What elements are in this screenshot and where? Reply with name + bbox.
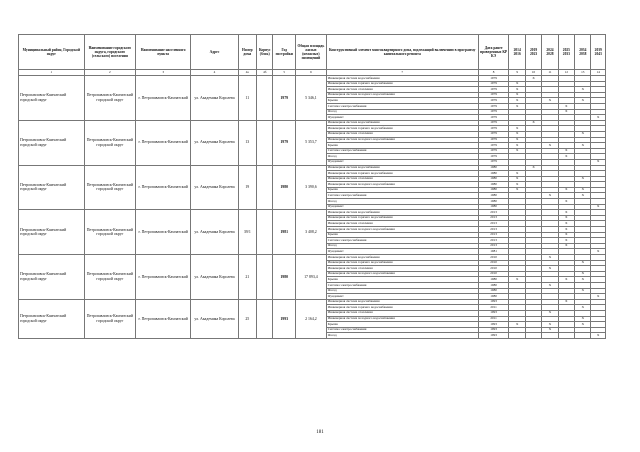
- header-period: 2034 2038: [575, 35, 591, 70]
- element-cell: Инженерная система холодного водоснабжения: [326, 182, 478, 188]
- prior-repair-date-cell: 2010: [478, 266, 509, 272]
- element-cell: Фундамент: [326, 204, 478, 210]
- prior-repair-date-cell: 1980: [478, 294, 509, 300]
- period-mark-cell: X: [575, 87, 591, 93]
- period-mark-cell: X: [575, 271, 591, 277]
- element-cell: Система электроснабжения: [326, 148, 478, 154]
- page-number: 181: [316, 430, 324, 435]
- header-row: [19, 35, 606, 70]
- element-cell: Инженерная система холодного водоснабжения: [326, 137, 478, 143]
- period-mark-cell: X: [542, 193, 558, 199]
- column-number: 11: [542, 70, 558, 76]
- header-locality: Наименование населенного пункта: [135, 35, 190, 70]
- period-mark-cell: X: [558, 148, 574, 154]
- prior-repair-date-cell: 1980: [478, 182, 509, 188]
- district-cell: Петропавловск-Камчатский городской округ: [19, 120, 85, 165]
- period-mark-cell: [575, 333, 591, 339]
- prior-repair-date-cell: 1979: [478, 126, 509, 132]
- period-mark-cell: X: [509, 322, 525, 328]
- street-cell: ул. Академика Королева: [191, 255, 238, 300]
- locality-cell: г. Петропавловск-Камчатский: [135, 165, 190, 210]
- header-period: 2019 2023: [525, 35, 541, 70]
- column-number: 7: [326, 70, 478, 76]
- locality-cell: г. Петропавловск-Камчатский: [135, 255, 190, 300]
- block-cell: [257, 255, 273, 300]
- district-cell: Петропавловск-Камчатский городской округ: [19, 210, 85, 255]
- period-mark-cell: X: [509, 103, 525, 109]
- element-cell: Инженерная система водоснабжения: [326, 165, 478, 171]
- period-mark-cell: X: [558, 277, 574, 283]
- prior-repair-date-cell: 1980: [478, 176, 509, 182]
- period-mark-cell: X: [509, 277, 525, 283]
- element-cell: Инженерная система водоснабжения: [326, 76, 478, 82]
- period-mark-cell: X: [509, 148, 525, 154]
- area-cell: 3 408,2: [296, 210, 327, 255]
- settlement-cell: Петропавловск-Камчатский городской округ: [84, 210, 135, 255]
- element-cell: Инженерная система горячего водоснабжения: [326, 81, 478, 87]
- period-mark-cell: X: [509, 182, 525, 188]
- prior-repair-date-cell: 2013: [478, 243, 509, 249]
- header-house-number: Номер дома: [238, 35, 256, 70]
- period-mark-cell: [558, 333, 574, 339]
- header-period: 2025 2033: [558, 35, 574, 70]
- year-cell: 1980: [273, 255, 296, 300]
- column-number: 9: [509, 70, 525, 76]
- period-mark-cell: X: [558, 238, 574, 244]
- prior-repair-date-cell: 2013: [478, 227, 509, 233]
- period-mark-cell: X: [558, 221, 574, 227]
- area-cell: 2 164,2: [296, 299, 327, 338]
- element-cell: Фасад: [326, 154, 478, 160]
- period-mark-cell: X: [591, 115, 606, 121]
- house-number-cell: 13: [238, 120, 256, 165]
- period-mark-cell: X: [558, 243, 574, 249]
- year-cell: 1979: [273, 76, 296, 121]
- prior-repair-date-cell: 1979: [478, 154, 509, 160]
- period-mark-cell: X: [591, 159, 606, 165]
- prior-repair-date-cell: 1980: [478, 171, 509, 177]
- prior-repair-date-cell: 2013: [478, 210, 509, 216]
- element-cell: Система электроснабжения: [326, 327, 478, 333]
- period-mark-cell: [525, 333, 541, 339]
- prior-repair-date-cell: 2011: [478, 305, 509, 311]
- header-period: 2024 2028: [542, 35, 558, 70]
- prior-repair-date-cell: 1993: [478, 299, 509, 305]
- period-mark-cell: X: [542, 266, 558, 272]
- period-mark-cell: X: [525, 165, 541, 171]
- prior-repair-date-cell: 2013: [478, 232, 509, 238]
- prior-repair-date-cell: 1979: [478, 137, 509, 143]
- area-cell: 5 353,7: [296, 120, 327, 165]
- period-mark-cell: X: [558, 103, 574, 109]
- column-number: 1: [19, 70, 85, 76]
- block-cell: [257, 120, 273, 165]
- period-mark-cell: X: [558, 232, 574, 238]
- element-cell: Фундамент: [326, 294, 478, 300]
- year-cell: 1981: [273, 210, 296, 255]
- block-cell: [257, 210, 273, 255]
- column-number: 5: [273, 70, 296, 76]
- settlement-cell: Петропавловск-Камчатский городской округ: [84, 76, 135, 121]
- column-number: 3: [135, 70, 190, 76]
- column-number: 4б: [257, 70, 273, 76]
- column-number: 6: [296, 70, 327, 76]
- prior-repair-date-cell: 1980: [478, 187, 509, 193]
- element-cell: Крыша: [326, 232, 478, 238]
- element-cell: Крыша: [326, 143, 478, 149]
- district-cell: Петропавловск-Камчатский городской округ: [19, 165, 85, 210]
- element-cell: Инженерная система горячего водоснабжения: [326, 126, 478, 132]
- prior-repair-date-cell: 1979: [478, 81, 509, 87]
- prior-repair-date-cell: 1993: [478, 310, 509, 316]
- period-mark-cell: X: [509, 187, 525, 193]
- period-mark-cell: X: [542, 327, 558, 333]
- period-mark-cell: X: [542, 255, 558, 261]
- header-settlement: Наименование городского округа, городского (сельского) поселения: [84, 35, 135, 70]
- period-mark-cell: X: [575, 305, 591, 311]
- period-mark-cell: X: [575, 187, 591, 193]
- column-number: 13: [575, 70, 591, 76]
- street-cell: ул. Академика Королева: [191, 76, 238, 121]
- period-mark-cell: X: [575, 316, 591, 322]
- prior-repair-date-cell: 2010: [478, 260, 509, 266]
- locality-cell: г. Петропавловск-Камчатский: [135, 76, 190, 121]
- prior-repair-date-cell: 1993: [478, 333, 509, 339]
- period-mark-cell: X: [575, 143, 591, 149]
- period-mark-cell: X: [558, 109, 574, 115]
- prior-repair-date-cell: 1980: [478, 204, 509, 210]
- prior-repair-date-cell: 1979: [478, 143, 509, 149]
- column-number: 14: [591, 70, 606, 76]
- header-district: Муниципальный район, Городской округ: [19, 35, 85, 70]
- period-mark-cell: X: [542, 310, 558, 316]
- area-cell: 5 346,1: [296, 76, 327, 121]
- element-cell: Инженерная система холодного водоснабжения: [326, 316, 478, 322]
- period-mark-cell: X: [509, 81, 525, 87]
- street-cell: ул. Академика Королева: [191, 299, 238, 338]
- prior-repair-date-cell: 2013: [478, 221, 509, 227]
- element-cell: Крыша: [326, 322, 478, 328]
- header-block: Корпус (блок): [257, 35, 273, 70]
- element-cell: Инженерная система горячего водоснабжения: [326, 215, 478, 221]
- period-mark-cell: X: [558, 227, 574, 233]
- element-cell: Крыша: [326, 98, 478, 104]
- prior-repair-date-cell: 2013: [478, 215, 509, 221]
- period-mark-cell: X: [509, 137, 525, 143]
- period-mark-cell: X: [591, 249, 606, 255]
- element-cell: Система электроснабжения: [326, 193, 478, 199]
- prior-repair-date-cell: 1979: [478, 115, 509, 121]
- period-mark-cell: X: [575, 288, 591, 294]
- prior-repair-date-cell: 1979: [478, 131, 509, 137]
- element-cell: Инженерная система отопления: [326, 87, 478, 93]
- period-mark-cell: X: [509, 143, 525, 149]
- year-cell: 1993: [273, 299, 296, 338]
- element-cell: Инженерная система холодного водоснабжения: [326, 92, 478, 98]
- element-cell: Инженерная система холодного водоснабжения: [326, 227, 478, 233]
- prior-repair-date-cell: 1980: [478, 165, 509, 171]
- prior-repair-date-cell: 1980: [478, 288, 509, 294]
- column-number: 8: [478, 70, 509, 76]
- prior-repair-date-cell: 1980: [478, 193, 509, 199]
- prior-repair-date-cell: 1980: [478, 277, 509, 283]
- element-cell: Инженерная система горячего водоснабжения: [326, 171, 478, 177]
- prior-repair-date-cell: 2013: [478, 238, 509, 244]
- header-period: 2039 2043: [591, 35, 606, 70]
- area-cell: 3 390,6: [296, 165, 327, 210]
- element-cell: Фасад: [326, 243, 478, 249]
- element-cell: Инженерная система водоснабжения: [326, 299, 478, 305]
- period-mark-cell: X: [558, 199, 574, 205]
- prior-repair-date-cell: 1979: [478, 76, 509, 82]
- prior-repair-date-cell: 1981: [478, 249, 509, 255]
- settlement-cell: Петропавловск-Камчатский городской округ: [84, 299, 135, 338]
- period-mark-cell: X: [575, 193, 591, 199]
- prior-repair-date-cell: 2010: [478, 271, 509, 277]
- column-number: 4а: [238, 70, 256, 76]
- prior-repair-date-cell: 1979: [478, 120, 509, 126]
- prior-repair-date-cell: 2011: [478, 316, 509, 322]
- locality-cell: г. Петропавловск-Камчатский: [135, 210, 190, 255]
- period-mark-cell: X: [542, 282, 558, 288]
- column-number: 2: [84, 70, 135, 76]
- prior-repair-date-cell: 1980: [478, 282, 509, 288]
- block-cell: [257, 76, 273, 121]
- period-mark-cell: X: [558, 210, 574, 216]
- period-mark-cell: X: [509, 131, 525, 137]
- column-number: 12: [558, 70, 574, 76]
- period-mark-cell: [509, 333, 525, 339]
- house-number-cell: 21: [238, 255, 256, 300]
- period-mark-cell: X: [575, 98, 591, 104]
- house-number-cell: 19: [238, 165, 256, 210]
- element-cell: Крыша: [326, 187, 478, 193]
- block-cell: [257, 165, 273, 210]
- block-cell: [257, 299, 273, 338]
- prior-repair-date-cell: 2010: [478, 255, 509, 261]
- element-cell: Инженерная система водоснабжения: [326, 210, 478, 216]
- district-cell: Петропавловск-Камчатский городской округ: [19, 299, 85, 338]
- element-cell: Инженерная система водоснабжения: [326, 255, 478, 261]
- prior-repair-date-cell: 1979: [478, 87, 509, 93]
- period-mark-cell: X: [575, 322, 591, 328]
- element-cell: Фасад: [326, 288, 478, 294]
- settlement-cell: Петропавловск-Камчатский городской округ: [84, 120, 135, 165]
- period-mark-cell: X: [575, 176, 591, 182]
- element-cell: Инженерная система горячего водоснабжения: [326, 305, 478, 311]
- period-mark-cell: X: [525, 76, 541, 82]
- locality-cell: г. Петропавловск-Камчатский: [135, 120, 190, 165]
- element-cell: Инженерная система холодного водоснабжения: [326, 271, 478, 277]
- period-mark-cell: X: [525, 120, 541, 126]
- element-cell: Инженерная система отопления: [326, 131, 478, 137]
- element-cell: Инженерная система горячего водоснабжения: [326, 260, 478, 266]
- period-mark-cell: X: [591, 294, 606, 300]
- element-cell: Система электроснабжения: [326, 282, 478, 288]
- period-mark-cell: X: [542, 143, 558, 149]
- element-cell: Фундамент: [326, 159, 478, 165]
- house-number-cell: 25: [238, 299, 256, 338]
- period-mark-cell: X: [558, 215, 574, 221]
- element-cell: Инженерная система отопления: [326, 310, 478, 316]
- district-cell: Петропавловск-Камчатский городской округ: [19, 255, 85, 300]
- street-cell: ул. Академика Королева: [191, 120, 238, 165]
- element-cell: Крыша: [326, 277, 478, 283]
- element-cell: Система электроснабжения: [326, 103, 478, 109]
- prior-repair-date-cell: 1979: [478, 92, 509, 98]
- element-cell: Фасад: [326, 333, 478, 339]
- period-mark-cell: X: [591, 333, 606, 339]
- header-address: Адрес: [191, 35, 238, 70]
- header-area: Общая площадь жилых (нежилых) помещений: [296, 35, 327, 70]
- period-mark-cell: X: [509, 126, 525, 132]
- header-element: Конструктивный элемент многоквартирного дома, подлежащий включению в программу капитального ремонта: [326, 35, 478, 70]
- period-mark-cell: X: [542, 322, 558, 328]
- prior-repair-date-cell: 1993: [478, 322, 509, 328]
- prior-repair-date-cell: 1979: [478, 159, 509, 165]
- period-mark-cell: [542, 333, 558, 339]
- period-mark-cell: X: [558, 154, 574, 160]
- period-mark-cell: X: [509, 98, 525, 104]
- capital-repair-table: [18, 34, 606, 339]
- element-cell: Инженерная система водоснабжения: [326, 120, 478, 126]
- element-cell: Фундамент: [326, 249, 478, 255]
- period-mark-cell: X: [558, 187, 574, 193]
- element-cell: Фундамент: [326, 115, 478, 121]
- header-year: Год постройки: [273, 35, 296, 70]
- prior-repair-date-cell: 1979: [478, 103, 509, 109]
- year-cell: 1980: [273, 165, 296, 210]
- prior-repair-date-cell: 1979: [478, 98, 509, 104]
- locality-cell: г. Петропавловск-Камчатский: [135, 299, 190, 338]
- element-cell: Инженерная система отопления: [326, 221, 478, 227]
- column-number: 4: [191, 70, 238, 76]
- period-mark-cell: X: [575, 277, 591, 283]
- element-cell: Инженерная система отопления: [326, 176, 478, 182]
- element-cell: Фасад: [326, 199, 478, 205]
- district-cell: Петропавловск-Камчатский городской округ: [19, 76, 85, 121]
- year-cell: 1979: [273, 120, 296, 165]
- street-cell: ул. Академика Королева: [191, 165, 238, 210]
- house-number-cell: 39/1: [238, 210, 256, 255]
- element-cell: Инженерная система отопления: [326, 266, 478, 272]
- element-cell: Система электроснабжения: [326, 238, 478, 244]
- period-mark-cell: X: [575, 260, 591, 266]
- prior-repair-date-cell: 1979: [478, 109, 509, 115]
- column-number: 10: [525, 70, 541, 76]
- settlement-cell: Петропавловск-Камчатский городской округ: [84, 165, 135, 210]
- settlement-cell: Петропавловск-Камчатский городской округ: [84, 255, 135, 300]
- element-cell: Фасад: [326, 109, 478, 115]
- period-mark-cell: X: [591, 204, 606, 210]
- prior-repair-date-cell: 1980: [478, 199, 509, 205]
- period-mark-cell: X: [509, 176, 525, 182]
- street-cell: ул. Академика Королева: [191, 210, 238, 255]
- prior-repair-date-cell: 1993: [478, 327, 509, 333]
- period-mark-cell: X: [509, 171, 525, 177]
- house-number-cell: 11: [238, 76, 256, 121]
- period-mark-cell: X: [542, 98, 558, 104]
- header-period: 2014 2016: [509, 35, 525, 70]
- period-mark-cell: X: [558, 299, 574, 305]
- period-mark-cell: X: [509, 92, 525, 98]
- header-prior-repair-date: Дата ранее проведенных КР КЭ: [478, 35, 509, 70]
- period-mark-cell: X: [575, 131, 591, 137]
- prior-repair-date-cell: 1979: [478, 148, 509, 154]
- area-cell: 17 893,4: [296, 255, 327, 300]
- period-mark-cell: X: [509, 87, 525, 93]
